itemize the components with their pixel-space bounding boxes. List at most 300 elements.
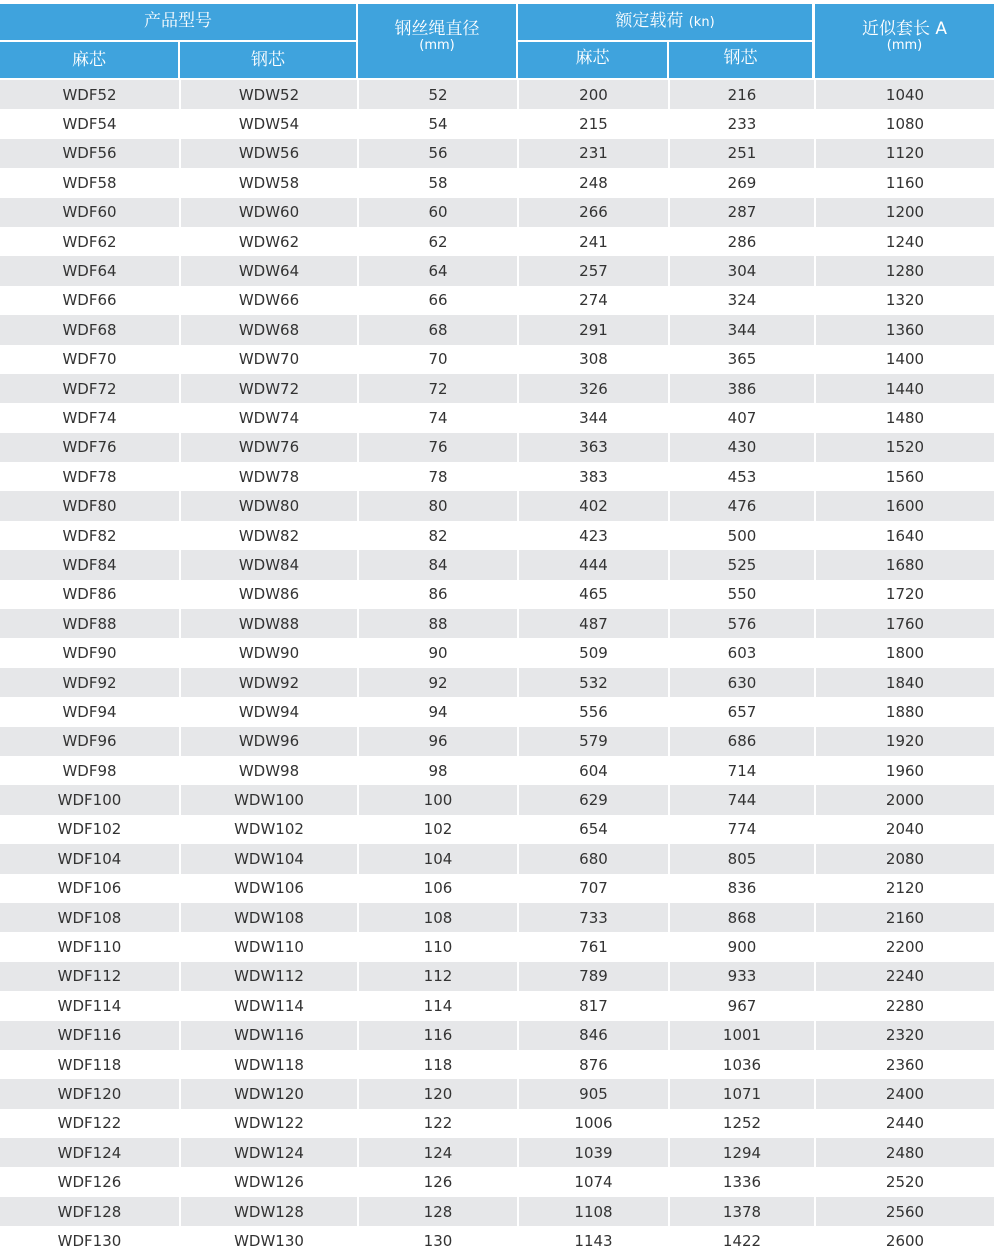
cell-length: 1960 [815, 756, 994, 785]
table-row [0, 785, 994, 814]
cell-load-hemp: 363 [518, 433, 669, 462]
cell-model-hemp: WDF122 [0, 1109, 180, 1138]
cell-length: 1880 [815, 697, 994, 726]
cell-load-steel: 900 [669, 932, 815, 961]
cell-load-hemp: 1006 [518, 1109, 669, 1138]
cell-load-steel: 603 [669, 638, 815, 667]
cell-diameter: 102 [358, 815, 518, 844]
cell-model-steel: WDW98 [180, 756, 358, 785]
cell-model-hemp: WDF114 [0, 991, 180, 1020]
cell-length: 1320 [815, 286, 994, 315]
cell-model-steel: WDW86 [180, 580, 358, 609]
cell-model-steel: WDW76 [180, 433, 358, 462]
cell-diameter: 106 [358, 874, 518, 903]
table-row [0, 962, 994, 991]
cell-length: 2480 [815, 1138, 994, 1167]
table-row [0, 1226, 994, 1255]
table-row [0, 256, 994, 285]
cell-model-steel: WDW88 [180, 609, 358, 638]
cell-load-hemp: 274 [518, 286, 669, 315]
cell-length: 1280 [815, 256, 994, 285]
cell-diameter: 80 [358, 491, 518, 520]
cell-load-hemp: 465 [518, 580, 669, 609]
cell-load-steel: 344 [669, 315, 815, 344]
cell-model-steel: WDW116 [180, 1021, 358, 1050]
cell-model-hemp: WDF82 [0, 521, 180, 550]
cell-load-steel: 774 [669, 815, 815, 844]
cell-model-hemp: WDF64 [0, 256, 180, 285]
cell-length: 1120 [815, 139, 994, 168]
cell-load-steel: 630 [669, 668, 815, 697]
cell-model-hemp: WDF86 [0, 580, 180, 609]
cell-model-hemp: WDF100 [0, 785, 180, 814]
cell-model-steel: WDW70 [180, 345, 358, 374]
cell-length: 2040 [815, 815, 994, 844]
table-row [0, 345, 994, 374]
table-row [0, 227, 994, 256]
cell-model-steel: WDW118 [180, 1050, 358, 1079]
cell-model-steel: WDW126 [180, 1167, 358, 1196]
table-row [0, 1021, 994, 1050]
cell-diameter: 58 [358, 168, 518, 197]
cell-load-steel: 657 [669, 697, 815, 726]
cell-model-steel: WDW104 [180, 844, 358, 873]
cell-length: 1920 [815, 727, 994, 756]
cell-load-hemp: 789 [518, 962, 669, 991]
header-model-hemp-label: 麻芯 [72, 50, 106, 70]
table-row [0, 668, 994, 697]
cell-load-steel: 714 [669, 756, 815, 785]
cell-diameter: 112 [358, 962, 518, 991]
cell-load-steel: 500 [669, 521, 815, 550]
cell-model-steel: WDW122 [180, 1109, 358, 1138]
cell-load-hemp: 509 [518, 638, 669, 667]
header-model-steel-label: 钢芯 [251, 50, 285, 70]
cell-diameter: 60 [358, 198, 518, 227]
header-load-steel [669, 42, 812, 78]
cell-model-hemp: WDF112 [0, 962, 180, 991]
header-diameter-label: 钢丝绳直径 [394, 19, 480, 39]
cell-model-hemp: WDF108 [0, 903, 180, 932]
cell-length: 2400 [815, 1079, 994, 1108]
cell-diameter: 98 [358, 756, 518, 785]
cell-model-steel: WDW52 [180, 80, 358, 109]
cell-length: 1760 [815, 609, 994, 638]
cell-model-hemp: WDF104 [0, 844, 180, 873]
cell-length: 1440 [815, 374, 994, 403]
cell-diameter: 94 [358, 697, 518, 726]
cell-model-steel: WDW110 [180, 932, 358, 961]
table-row [0, 198, 994, 227]
cell-load-hemp: 604 [518, 756, 669, 785]
cell-length: 1800 [815, 638, 994, 667]
cell-model-steel: WDW90 [180, 638, 358, 667]
cell-length: 1560 [815, 462, 994, 491]
cell-length: 2560 [815, 1197, 994, 1226]
cell-model-steel: WDW72 [180, 374, 358, 403]
cell-length: 1600 [815, 491, 994, 520]
cell-load-steel: 287 [669, 198, 815, 227]
table-row [0, 1050, 994, 1079]
cell-length: 2280 [815, 991, 994, 1020]
cell-model-hemp: WDF116 [0, 1021, 180, 1050]
cell-model-hemp: WDF54 [0, 109, 180, 138]
cell-length: 1400 [815, 345, 994, 374]
table-row [0, 844, 994, 873]
table-row [0, 109, 994, 138]
cell-diameter: 110 [358, 932, 518, 961]
table-row [0, 1167, 994, 1196]
cell-length: 1680 [815, 550, 994, 579]
cell-length: 1360 [815, 315, 994, 344]
cell-load-hemp: 846 [518, 1021, 669, 1050]
table-row [0, 139, 994, 168]
cell-model-hemp: WDF66 [0, 286, 180, 315]
cell-length: 1040 [815, 80, 994, 109]
cell-load-steel: 744 [669, 785, 815, 814]
table-row [0, 374, 994, 403]
table-row [0, 1138, 994, 1167]
cell-diameter: 70 [358, 345, 518, 374]
table-row [0, 609, 994, 638]
cell-load-hemp: 556 [518, 697, 669, 726]
cell-diameter: 92 [358, 668, 518, 697]
spec-table [0, 80, 994, 1256]
cell-diameter: 104 [358, 844, 518, 873]
cell-model-steel: WDW68 [180, 315, 358, 344]
table-row [0, 903, 994, 932]
table-row [0, 1197, 994, 1226]
cell-diameter: 108 [358, 903, 518, 932]
cell-load-steel: 216 [669, 80, 815, 109]
cell-model-hemp: WDF58 [0, 168, 180, 197]
cell-length: 1520 [815, 433, 994, 462]
header-load-group-text [518, 4, 812, 33]
table-row [0, 286, 994, 315]
cell-diameter: 56 [358, 139, 518, 168]
cell-load-steel: 868 [669, 903, 815, 932]
cell-length: 1480 [815, 403, 994, 432]
header-length-unit: (mm) [886, 38, 923, 53]
cell-length: 2080 [815, 844, 994, 873]
cell-model-hemp: WDF76 [0, 433, 180, 462]
cell-diameter: 120 [358, 1079, 518, 1108]
cell-length: 2160 [815, 903, 994, 932]
table-row [0, 1109, 994, 1138]
cell-load-hemp: 532 [518, 668, 669, 697]
cell-model-steel: WDW96 [180, 727, 358, 756]
cell-load-hemp: 733 [518, 903, 669, 932]
cell-length: 2000 [815, 785, 994, 814]
cell-model-hemp: WDF102 [0, 815, 180, 844]
cell-diameter: 86 [358, 580, 518, 609]
cell-diameter: 54 [358, 109, 518, 138]
cell-model-hemp: WDF88 [0, 609, 180, 638]
table-row [0, 462, 994, 491]
cell-load-steel: 933 [669, 962, 815, 991]
table-row [0, 756, 994, 785]
cell-diameter: 72 [358, 374, 518, 403]
cell-load-steel: 967 [669, 991, 815, 1020]
cell-load-steel: 269 [669, 168, 815, 197]
cell-load-hemp: 241 [518, 227, 669, 256]
table-row [0, 433, 994, 462]
cell-load-hemp: 654 [518, 815, 669, 844]
cell-load-hemp: 402 [518, 491, 669, 520]
cell-model-hemp: WDF56 [0, 139, 180, 168]
table-row [0, 1079, 994, 1108]
cell-length: 2120 [815, 874, 994, 903]
cell-model-hemp: WDF98 [0, 756, 180, 785]
cell-length: 2520 [815, 1167, 994, 1196]
cell-model-steel: WDW94 [180, 697, 358, 726]
cell-load-hemp: 707 [518, 874, 669, 903]
cell-diameter: 84 [358, 550, 518, 579]
cell-model-steel: WDW58 [180, 168, 358, 197]
cell-load-steel: 1071 [669, 1079, 815, 1108]
cell-diameter: 76 [358, 433, 518, 462]
cell-load-steel: 251 [669, 139, 815, 168]
spec-table-body [0, 80, 994, 1256]
header-model-group-label: 产品型号 [144, 11, 212, 31]
cell-load-steel: 686 [669, 727, 815, 756]
cell-load-steel: 453 [669, 462, 815, 491]
cell-model-steel: WDW106 [180, 874, 358, 903]
cell-model-steel: WDW64 [180, 256, 358, 285]
cell-length: 2440 [815, 1109, 994, 1138]
cell-load-steel: 525 [669, 550, 815, 579]
cell-model-hemp: WDF52 [0, 80, 180, 109]
cell-model-steel: WDW108 [180, 903, 358, 932]
table-row [0, 521, 994, 550]
cell-model-hemp: WDF124 [0, 1138, 180, 1167]
header-length-label: 近似套长 A [861, 19, 948, 39]
cell-model-steel: WDW130 [180, 1226, 358, 1255]
cell-load-hemp: 817 [518, 991, 669, 1020]
cell-model-hemp: WDF118 [0, 1050, 180, 1079]
table-row [0, 168, 994, 197]
cell-diameter: 88 [358, 609, 518, 638]
cell-load-steel: 805 [669, 844, 815, 873]
cell-length: 1080 [815, 109, 994, 138]
table-row [0, 697, 994, 726]
cell-load-steel: 324 [669, 286, 815, 315]
header-load-steel-label: 钢芯 [723, 48, 758, 68]
cell-diameter: 116 [358, 1021, 518, 1050]
cell-model-steel: WDW102 [180, 815, 358, 844]
cell-model-steel: WDW112 [180, 962, 358, 991]
cell-length: 2320 [815, 1021, 994, 1050]
cell-model-steel: WDW78 [180, 462, 358, 491]
table-row [0, 491, 994, 520]
cell-diameter: 90 [358, 638, 518, 667]
cell-load-hemp: 423 [518, 521, 669, 550]
cell-load-steel: 1036 [669, 1050, 815, 1079]
cell-diameter: 122 [358, 1109, 518, 1138]
cell-diameter: 114 [358, 991, 518, 1020]
cell-model-hemp: WDF94 [0, 697, 180, 726]
cell-model-hemp: WDF90 [0, 638, 180, 667]
table-row [0, 315, 994, 344]
table-row [0, 80, 994, 109]
cell-model-steel: WDW62 [180, 227, 358, 256]
cell-model-steel: WDW80 [180, 491, 358, 520]
cell-load-hemp: 1108 [518, 1197, 669, 1226]
table-row [0, 991, 994, 1020]
cell-model-steel: WDW66 [180, 286, 358, 315]
cell-load-steel: 1378 [669, 1197, 815, 1226]
cell-diameter: 128 [358, 1197, 518, 1226]
cell-load-steel: 233 [669, 109, 815, 138]
cell-length: 1720 [815, 580, 994, 609]
cell-diameter: 78 [358, 462, 518, 491]
cell-load-steel: 1336 [669, 1167, 815, 1196]
cell-load-hemp: 761 [518, 932, 669, 961]
cell-model-hemp: WDF128 [0, 1197, 180, 1226]
cell-load-hemp: 1039 [518, 1138, 669, 1167]
cell-length: 2240 [815, 962, 994, 991]
cell-diameter: 64 [358, 256, 518, 285]
table-row [0, 638, 994, 667]
cell-load-hemp: 308 [518, 345, 669, 374]
cell-model-hemp: WDF62 [0, 227, 180, 256]
cell-diameter: 66 [358, 286, 518, 315]
cell-load-hemp: 248 [518, 168, 669, 197]
cell-load-steel: 407 [669, 403, 815, 432]
cell-model-hemp: WDF84 [0, 550, 180, 579]
table-row [0, 874, 994, 903]
cell-load-hemp: 1074 [518, 1167, 669, 1196]
cell-load-steel: 476 [669, 491, 815, 520]
cell-load-hemp: 266 [518, 198, 669, 227]
cell-length: 1640 [815, 521, 994, 550]
cell-diameter: 74 [358, 403, 518, 432]
cell-model-steel: WDW92 [180, 668, 358, 697]
cell-diameter: 82 [358, 521, 518, 550]
cell-model-hemp: WDF70 [0, 345, 180, 374]
header-length [815, 4, 994, 78]
cell-diameter: 52 [358, 80, 518, 109]
cell-diameter: 62 [358, 227, 518, 256]
header-diameter [358, 4, 516, 78]
cell-load-steel: 365 [669, 345, 815, 374]
cell-load-steel: 576 [669, 609, 815, 638]
cell-model-steel: WDW120 [180, 1079, 358, 1108]
cell-model-steel: WDW74 [180, 403, 358, 432]
cell-model-steel: WDW114 [180, 991, 358, 1020]
cell-model-hemp: WDF68 [0, 315, 180, 344]
header-diameter-unit: (mm) [419, 38, 455, 53]
cell-length: 2200 [815, 932, 994, 961]
cell-model-hemp: WDF72 [0, 374, 180, 403]
cell-model-hemp: WDF126 [0, 1167, 180, 1196]
cell-load-hemp: 215 [518, 109, 669, 138]
cell-load-steel: 286 [669, 227, 815, 256]
cell-model-hemp: WDF60 [0, 198, 180, 227]
table-row [0, 815, 994, 844]
cell-load-hemp: 200 [518, 80, 669, 109]
cell-diameter: 68 [358, 315, 518, 344]
cell-diameter: 96 [358, 727, 518, 756]
cell-model-hemp: WDF80 [0, 491, 180, 520]
cell-load-steel: 550 [669, 580, 815, 609]
cell-model-steel: WDW124 [180, 1138, 358, 1167]
table-row [0, 550, 994, 579]
cell-load-steel: 304 [669, 256, 815, 285]
header-load-group [518, 4, 812, 40]
cell-load-hemp: 1143 [518, 1226, 669, 1255]
cell-load-hemp: 257 [518, 256, 669, 285]
cell-load-hemp: 231 [518, 139, 669, 168]
cell-load-hemp: 344 [518, 403, 669, 432]
header-load-unit: (kn) [688, 15, 715, 30]
cell-model-hemp: WDF106 [0, 874, 180, 903]
cell-diameter: 118 [358, 1050, 518, 1079]
cell-load-hemp: 579 [518, 727, 669, 756]
cell-model-steel: WDW56 [180, 139, 358, 168]
cell-model-steel: WDW128 [180, 1197, 358, 1226]
cell-model-steel: WDW100 [180, 785, 358, 814]
cell-load-hemp: 905 [518, 1079, 669, 1108]
cell-model-steel: WDW82 [180, 521, 358, 550]
cell-model-hemp: WDF96 [0, 727, 180, 756]
cell-diameter: 126 [358, 1167, 518, 1196]
table-row [0, 932, 994, 961]
header-model-group [0, 4, 356, 40]
cell-load-hemp: 383 [518, 462, 669, 491]
cell-model-hemp: WDF92 [0, 668, 180, 697]
cell-length: 1160 [815, 168, 994, 197]
header-model-hemp [0, 42, 178, 78]
cell-load-hemp: 444 [518, 550, 669, 579]
cell-load-hemp: 487 [518, 609, 669, 638]
header-model-steel [180, 42, 356, 78]
cell-load-steel: 1294 [669, 1138, 815, 1167]
cell-model-hemp: WDF74 [0, 403, 180, 432]
cell-load-hemp: 629 [518, 785, 669, 814]
table-row [0, 580, 994, 609]
cell-load-steel: 836 [669, 874, 815, 903]
cell-load-steel: 1001 [669, 1021, 815, 1050]
cell-model-hemp: WDF130 [0, 1226, 180, 1255]
cell-model-hemp: WDF120 [0, 1079, 180, 1108]
cell-model-hemp: WDF110 [0, 932, 180, 961]
cell-length: 1840 [815, 668, 994, 697]
cell-load-hemp: 291 [518, 315, 669, 344]
header-load-group-label: 额定载荷 [615, 11, 684, 31]
cell-length: 1200 [815, 198, 994, 227]
cell-length: 1240 [815, 227, 994, 256]
cell-length: 2360 [815, 1050, 994, 1079]
cell-model-steel: WDW60 [180, 198, 358, 227]
header-load-hemp-label: 麻芯 [575, 48, 610, 68]
cell-load-steel: 1252 [669, 1109, 815, 1138]
cell-model-steel: WDW54 [180, 109, 358, 138]
cell-load-steel: 386 [669, 374, 815, 403]
cell-load-hemp: 326 [518, 374, 669, 403]
header-load-hemp [518, 42, 667, 78]
cell-length: 2600 [815, 1226, 994, 1255]
cell-load-steel: 430 [669, 433, 815, 462]
cell-load-hemp: 876 [518, 1050, 669, 1079]
table-row [0, 727, 994, 756]
cell-diameter: 100 [358, 785, 518, 814]
cell-diameter: 124 [358, 1138, 518, 1167]
cell-load-hemp: 680 [518, 844, 669, 873]
cell-load-steel: 1422 [669, 1226, 815, 1255]
cell-model-hemp: WDF78 [0, 462, 180, 491]
cell-model-steel: WDW84 [180, 550, 358, 579]
